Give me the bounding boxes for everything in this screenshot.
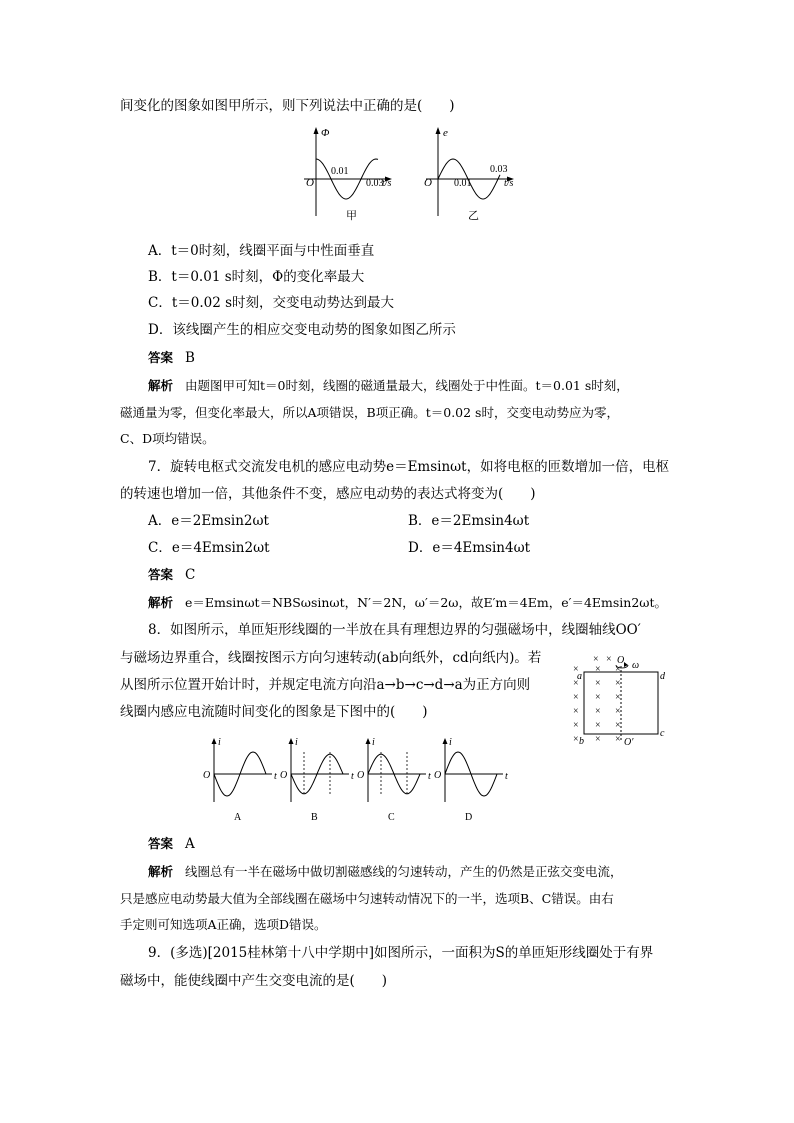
q6-analysis-3: C、D项均错误。 (120, 431, 215, 446)
coil-label-c: c (660, 728, 665, 739)
q8-answer: A (185, 836, 195, 852)
graph-i-label: i (449, 737, 452, 748)
answer-label: 答案 (148, 567, 174, 582)
q8-stem-2: 与磁场边界重合，线圈按图示方向匀速转动(ab向纸外，cd向纸内)。若 (120, 650, 542, 666)
yi-y-label: e (443, 127, 448, 139)
field-cross: × (595, 720, 601, 731)
coil-label-a: a (577, 671, 582, 682)
figure-jia (296, 124, 396, 224)
q9-stem-1: 9．(多选)[2015桂林第十八中学期中]如图所示，一面积为S的单匝矩形线圈处于有界 (148, 945, 654, 961)
graph-t-label: t (428, 771, 431, 782)
graph-caption: D (465, 812, 473, 823)
q8-answer-line (148, 834, 195, 854)
q7-answer: C (185, 567, 196, 583)
q7-option-b: B．e＝2Emsin4ωt (408, 513, 530, 529)
field-cross: × (595, 734, 601, 745)
q6-option-a: A．t＝0时刻，线圈平面与中性面垂直 (148, 243, 375, 259)
field-cross: × (573, 664, 579, 675)
q8-analysis-2: 只是感应电动势最大值为全部线圈在磁场中匀速转动情况下的一半，选项B、C错误。由右 (120, 891, 614, 906)
field-cross: × (573, 692, 579, 703)
field-cross: × (606, 654, 612, 665)
q6-answer-line (148, 348, 195, 368)
graph-t-label: t (505, 771, 508, 782)
field-cross: × (573, 720, 579, 731)
coil-label-o: O (617, 655, 625, 666)
q8-stem-1: 8．如图所示，单匝矩形线圈的一半放在具有理想边界的匀强磁场中，线圈轴线OO′ (148, 622, 641, 638)
jia-x-label: t/s (382, 178, 392, 189)
q6-analysis-1: 解析 由题图甲可知t＝0时刻，线圈的磁通量最大，线圈处于中性面。t＝0.01 s时刻， (148, 378, 629, 393)
yi-tick-003: 0.03 (490, 164, 508, 175)
answer-label: 答案 (148, 836, 174, 851)
coil-label-d: d (660, 671, 665, 682)
graph-y-arrow (212, 738, 217, 744)
q7-stem-1: 7．旋转电枢式交流发电机的感应电动势e＝Emsinωt，如将电枢的匝数增加一倍，电枢 (148, 459, 670, 475)
q7-stem-2: 的转速也增加一倍，其他条件不变，感应电动势的表达式将变为( ) (120, 486, 536, 502)
analysis-label: 解析 (148, 595, 174, 610)
jia-caption: 甲 (346, 210, 357, 222)
q6-option-d: D．该线圈产生的相应交变电动势的图象如图乙所示 (148, 322, 456, 338)
q6-option-c: C．t＝0.02 s时刻，交变电动势达到最大 (148, 295, 395, 311)
graph-y-arrow (443, 738, 448, 744)
field-cross: × (595, 706, 601, 717)
analysis-label: 解析 (148, 378, 174, 393)
coil-label-o-prime: O′ (624, 737, 634, 748)
q7-option-d: D．e＝4Emsin4ωt (408, 540, 531, 556)
answer-graphs (196, 736, 506, 824)
q8-analysis-1: 解析 线圈总有一半在磁场中做切割磁感线的匀速转动，产生的仍然是正弦交变电流， (148, 864, 623, 879)
graph-y-arrow (366, 738, 371, 744)
coil-label-omega: ω (632, 660, 640, 671)
graph-origin: O (203, 770, 211, 781)
graph-t-label: t (351, 771, 354, 782)
graph-origin: O (280, 770, 288, 781)
graph-caption: C (388, 812, 395, 823)
field-cross: × (595, 664, 601, 675)
field-cross: × (615, 664, 621, 675)
field-cross: × (573, 706, 579, 717)
q8-stem-3: 从图所示位置开始计时，并规定电流方向沿a→b→c→d→a为正方向则 (120, 677, 531, 693)
coil-label-b: b (579, 736, 584, 747)
q7-analysis: 解析 e＝Emsinωt＝NBSωsinωt，N′＝2N，ω′＝2ω，故E′m＝4Em，e′＝4Emsin2ωt。 (148, 595, 668, 610)
field-cross: × (615, 678, 621, 689)
field-cross: × (615, 692, 621, 703)
field-cross: × (573, 734, 579, 745)
graph-caption: A (234, 812, 242, 823)
graph-caption: B (311, 812, 318, 823)
q7-option-c: C．e＝4Emsin2ωt (148, 540, 270, 556)
field-cross: × (595, 692, 601, 703)
jia-origin: O (306, 177, 314, 189)
graph-i-label: i (295, 737, 298, 748)
q7-option-a: A．e＝2Emsin2ωt (148, 513, 269, 529)
graph-i-label: i (218, 737, 221, 748)
answer-label: 答案 (148, 350, 174, 365)
jia-y-label: Φ (321, 127, 330, 139)
q9-stem-2: 磁场中，能使线圈中产生交变电流的是( ) (120, 973, 388, 989)
q6-answer: B (185, 350, 195, 366)
jia-tick-003: 0.03 (366, 178, 384, 189)
graph-i-label: i (372, 737, 375, 748)
jia-tick-001: 0.01 (331, 166, 349, 177)
q8-analysis-3: 手定则可知选项A正确，选项D错误。 (120, 917, 327, 932)
coil-figure (566, 654, 678, 748)
graph-origin: O (357, 770, 365, 781)
yi-tick-001: 0.01 (454, 178, 472, 189)
analysis-label: 解析 (148, 864, 174, 879)
field-cross: × (615, 734, 621, 745)
q6-stem: 间变化的图象如图甲所示，则下列说法中正确的是( ) (120, 98, 455, 114)
q8-stem-4: 线圈内感应电流随时间变化的图象是下图中的( ) (120, 704, 428, 720)
field-cross: × (593, 654, 599, 665)
graph-origin: O (434, 770, 442, 781)
yi-caption: 乙 (468, 210, 479, 222)
field-cross: × (615, 720, 621, 731)
field-cross: × (573, 678, 579, 689)
field-cross: × (615, 706, 621, 717)
field-cross: × (595, 678, 601, 689)
graph-t-label: t (274, 771, 277, 782)
figure-yi (418, 124, 518, 224)
yi-origin: O (424, 177, 432, 189)
q6-analysis-2: 磁通量为零，但变化率最大，所以A项错误，B项正确。t＝0.02 s时，交变电动势应为零， (120, 405, 619, 420)
q7-answer-line (148, 565, 195, 585)
q6-option-b: B．t＝0.01 s时刻，Φ的变化率最大 (148, 269, 365, 285)
graph-y-arrow (289, 738, 294, 744)
yi-x-label: t/s (504, 178, 514, 189)
